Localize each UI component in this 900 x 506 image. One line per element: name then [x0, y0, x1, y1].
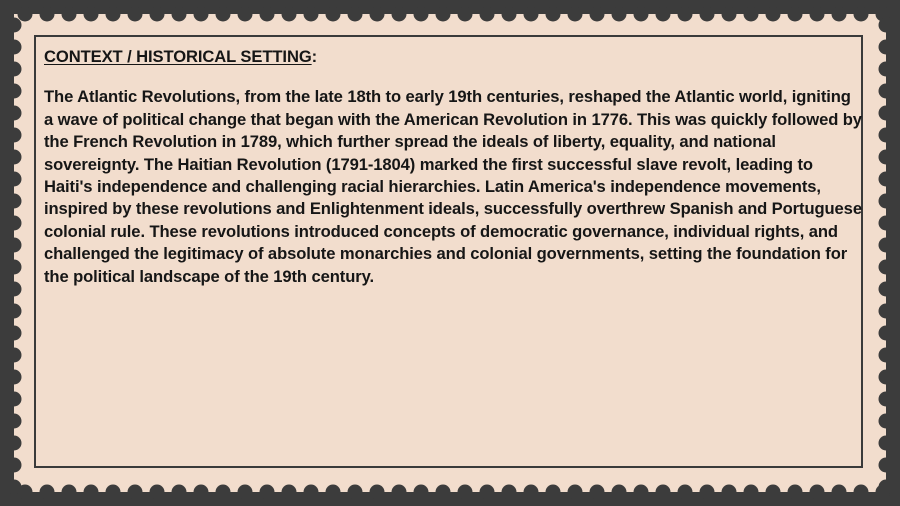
section-heading-colon: :: [311, 47, 318, 66]
perforation-hole: [40, 485, 55, 500]
perforation-hole: [260, 485, 275, 500]
perforation-hole: [194, 7, 209, 22]
perforation-hole: [879, 106, 894, 121]
perforation-hole: [7, 304, 22, 319]
perforation-hole: [7, 414, 22, 429]
perforation-hole: [810, 485, 825, 500]
perforation-hole: [7, 40, 22, 55]
perforation-hole: [7, 260, 22, 275]
perforation-hole: [7, 106, 22, 121]
perforation-hole: [524, 7, 539, 22]
perforation-hole: [7, 128, 22, 143]
perforation-hole: [84, 7, 99, 22]
perforation-hole: [282, 485, 297, 500]
perforation-hole: [392, 485, 407, 500]
perforation-hole: [879, 282, 894, 297]
perforation-hole: [7, 480, 22, 495]
perforation-hole: [304, 485, 319, 500]
perforation-hole: [612, 7, 627, 22]
perforation-hole: [879, 40, 894, 55]
body-paragraph: The Atlantic Revolutions, from the late 18th to early 19th centuries, reshaped the Atlantic world, igniting a wave of political change that began with the American Revolution in 1776. This was quickly followed by the French Revolution in 1789, which further spread the ideals of liberty, equality, and national sovereignty. The Haitian Revolution (1791-1804) marked the first successful slave revolt, leading to Haiti's independence and challenging racial hierarchies. Latin America's independence movements, inspired by these revolutions and Enlightenment ideals, successfully overthrew Spanish and Portuguese colonial rule. These revolutions introduced concepts of democratic governance, individual rights, and challenged the legitimacy of absolute monarchies and colonial governments, setting the foundation for the political landscape of the 19th century.: [44, 87, 862, 286]
perforation-hole: [238, 485, 253, 500]
perforation-hole: [879, 480, 894, 495]
perforation-hole: [744, 7, 759, 22]
perforation-hole: [879, 62, 894, 77]
perforation-hole: [7, 348, 22, 363]
perforation-hole: [788, 7, 803, 22]
perforation-hole: [832, 7, 847, 22]
perforation-hole: [216, 7, 231, 22]
perforation-hole: [40, 7, 55, 22]
perforation-hole: [788, 485, 803, 500]
perforation-hole: [62, 7, 77, 22]
perforation-hole: [879, 348, 894, 363]
perforation-hole: [62, 485, 77, 500]
perforation-hole: [590, 485, 605, 500]
perforation-hole: [678, 485, 693, 500]
perforation-hole: [326, 7, 341, 22]
perforation-hole: [502, 485, 517, 500]
perforation-hole: [854, 485, 869, 500]
perforation-hole: [879, 304, 894, 319]
perforation-hole: [7, 62, 22, 77]
perforation-hole: [7, 458, 22, 473]
perforation-hole: [436, 7, 451, 22]
perforation-hole: [480, 485, 495, 500]
perforation-hole: [879, 194, 894, 209]
perforation-hole: [879, 392, 894, 407]
perforation-hole: [7, 392, 22, 407]
perforation-hole: [370, 485, 385, 500]
perforation-hole: [766, 485, 781, 500]
perforation-hole: [458, 485, 473, 500]
perforation-hole: [810, 7, 825, 22]
perforation-hole: [700, 7, 715, 22]
section-heading: [44, 46, 862, 68]
perforation-hole: [832, 485, 847, 500]
perforation-hole: [634, 485, 649, 500]
perforation-hole: [7, 150, 22, 165]
perforation-hole: [7, 370, 22, 385]
perforation-hole: [656, 7, 671, 22]
perforation-hole: [458, 7, 473, 22]
perforation-hole: [879, 18, 894, 33]
perforation-hole: [414, 485, 429, 500]
perforation-hole: [879, 370, 894, 385]
perforation-hole: [128, 485, 143, 500]
perforation-hole: [678, 7, 693, 22]
perforation-hole: [879, 216, 894, 231]
perforation-hole: [7, 194, 22, 209]
perforation-hole: [524, 485, 539, 500]
perforation-hole: [348, 7, 363, 22]
perforation-hole: [238, 7, 253, 22]
perforation-hole: [568, 485, 583, 500]
perforation-hole: [150, 485, 165, 500]
perforation-hole: [700, 485, 715, 500]
perforation-hole: [879, 414, 894, 429]
perforation-hole: [744, 485, 759, 500]
perforation-hole: [879, 238, 894, 253]
perforation-hole: [84, 485, 99, 500]
perforation-hole: [879, 260, 894, 275]
perforation-hole: [546, 7, 561, 22]
perforation-hole: [172, 485, 187, 500]
perforation-hole: [590, 7, 605, 22]
perforation-hole: [722, 7, 737, 22]
perforation-hole: [568, 7, 583, 22]
perforation-hole: [879, 128, 894, 143]
perforation-hole: [7, 18, 22, 33]
perforation-hole: [7, 238, 22, 253]
perforation-hole: [7, 282, 22, 297]
content-block: [44, 46, 862, 288]
perforation-hole: [766, 7, 781, 22]
perforation-hole: [879, 172, 894, 187]
perforation-hole: [502, 7, 517, 22]
perforation-hole: [194, 485, 209, 500]
perforation-hole: [370, 7, 385, 22]
perforation-hole: [879, 84, 894, 99]
perforation-hole: [879, 326, 894, 341]
perforation-hole: [480, 7, 495, 22]
perforation-hole: [392, 7, 407, 22]
perforation-hole: [7, 84, 22, 99]
perforation-hole: [304, 7, 319, 22]
perforation-hole: [106, 7, 121, 22]
perforation-hole: [326, 485, 341, 500]
perforation-hole: [150, 7, 165, 22]
perforation-hole: [216, 485, 231, 500]
perforation-hole: [128, 7, 143, 22]
perforation-hole: [414, 7, 429, 22]
perforation-hole: [656, 485, 671, 500]
perforation-hole: [260, 7, 275, 22]
perforation-hole: [612, 485, 627, 500]
perforation-hole: [7, 172, 22, 187]
perforation-hole: [546, 485, 561, 500]
perforation-hole: [879, 436, 894, 451]
perforation-hole: [348, 485, 363, 500]
perforation-hole: [7, 326, 22, 341]
perforation-hole: [7, 436, 22, 451]
perforation-hole: [172, 7, 187, 22]
perforation-hole: [854, 7, 869, 22]
perforation-hole: [634, 7, 649, 22]
perforation-hole: [879, 150, 894, 165]
perforation-hole: [722, 485, 737, 500]
perforation-hole: [106, 485, 121, 500]
perforation-hole: [18, 7, 33, 22]
section-heading-label: CONTEXT / HISTORICAL SETTING: [44, 47, 312, 66]
perforation-hole: [7, 216, 22, 231]
perforation-hole: [436, 485, 451, 500]
perforation-hole: [282, 7, 297, 22]
perforation-hole: [879, 458, 894, 473]
